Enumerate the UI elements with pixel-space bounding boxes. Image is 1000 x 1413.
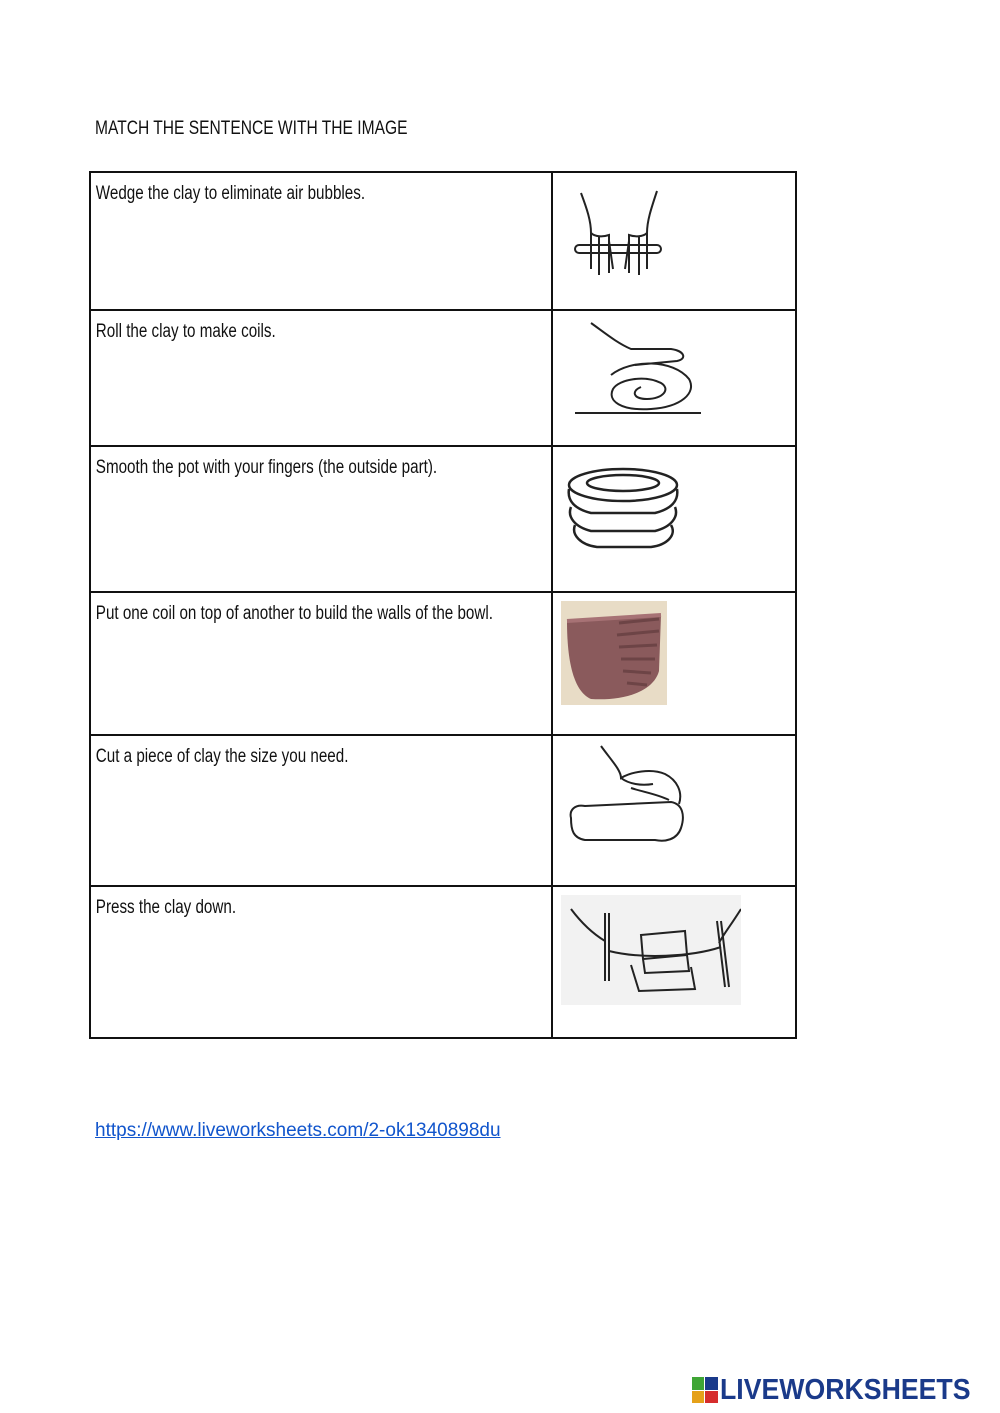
hand-pressing-clay-image <box>561 744 691 854</box>
worksheet-link[interactable]: https://www.liveworksheets.com/2-ok1340898du <box>95 1120 501 1141</box>
image-drop-cell[interactable] <box>552 735 796 886</box>
brand-logo <box>692 1375 992 1405</box>
hands-rolling-pin-image <box>561 181 671 281</box>
sentence-text: Smooth the pot with your fingers (the outside part). <box>95 457 438 478</box>
image-drop-cell[interactable] <box>552 592 796 735</box>
sentence-text: Wedge the clay to eliminate air bubbles. <box>95 183 366 204</box>
table-row <box>90 446 796 592</box>
sentence-text: Cut a piece of clay the size you need. <box>95 746 349 767</box>
clay-bowl-photo <box>561 601 667 705</box>
stacked-coils-image <box>561 455 691 555</box>
image-drop-cell[interactable] <box>552 446 796 592</box>
brand-name: LIVEWORKSHEETS <box>719 1373 971 1406</box>
sentence-text: Press the clay down. <box>95 897 237 918</box>
table-row <box>90 172 796 310</box>
logo-icon <box>692 1377 718 1403</box>
table-row <box>90 592 796 735</box>
image-drop-cell[interactable] <box>552 310 796 446</box>
sentence-text: Put one coil on top of another to build the walls of the bowl. <box>95 603 493 624</box>
image-drop-cell[interactable] <box>552 172 796 310</box>
image-drop-cell[interactable] <box>552 886 796 1038</box>
matching-table <box>89 171 797 1039</box>
wire-cutting-clay-image <box>561 895 741 1005</box>
table-row <box>90 735 796 886</box>
sentence-text: Roll the clay to make coils. <box>95 321 276 342</box>
table-row <box>90 886 796 1038</box>
table-row <box>90 310 796 446</box>
worksheet-title: MATCH THE SENTENCE WITH THE IMAGE <box>95 118 408 139</box>
hand-coil-spiral-image <box>561 319 701 419</box>
